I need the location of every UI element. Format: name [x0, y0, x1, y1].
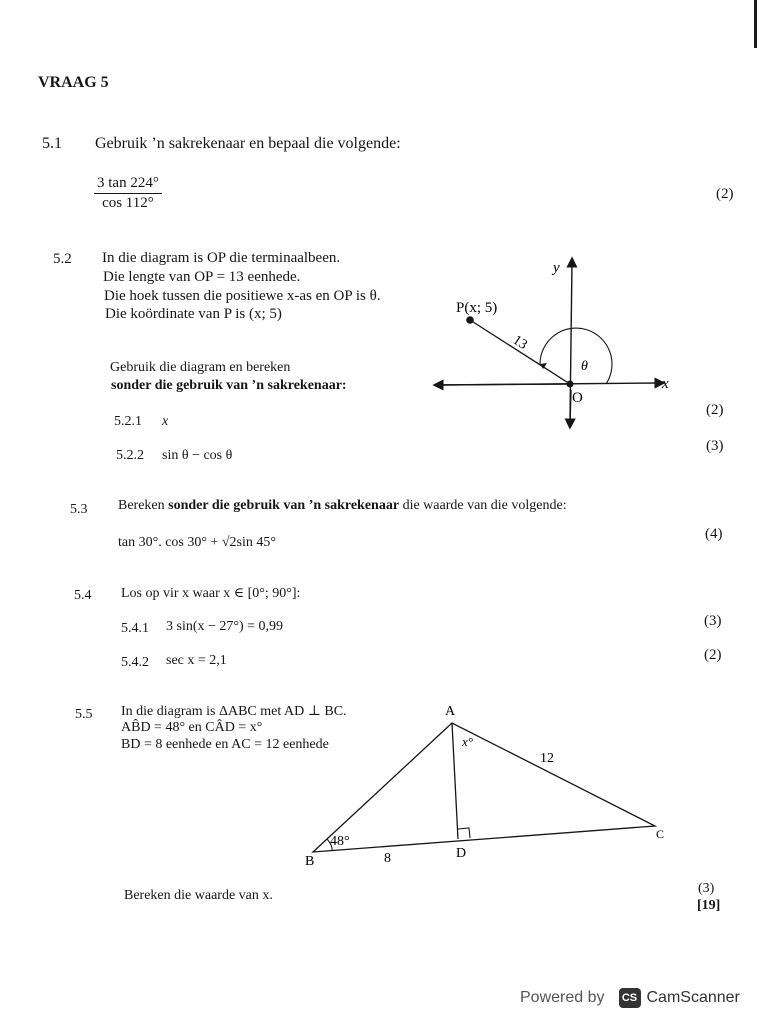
- q52-number: 5.2: [53, 251, 72, 267]
- q54-text: Los op vir x waar x ∈ [0°; 90°]:: [121, 586, 301, 601]
- right-angle-marker: [458, 828, 470, 838]
- q53-text-post: die waarde van die volgende:: [402, 498, 567, 513]
- triangle-abc: [313, 723, 655, 852]
- vertex-b-label: B: [305, 854, 315, 869]
- q55-line-2: AB̂D = 48° en CÂD = x°: [121, 720, 263, 735]
- q522-number: 5.2.2: [116, 448, 144, 463]
- y-axis-label: y: [553, 260, 560, 276]
- q521-expression: x: [162, 414, 169, 429]
- q51-text: Gebruik ’n sakrekenaar en bepaal die volgende:: [95, 135, 401, 152]
- q521-number: 5.2.1: [114, 414, 142, 429]
- q542-marks: (2): [704, 647, 722, 663]
- q52-line-1: In die diagram is OP die terminaalbeen.: [102, 250, 341, 266]
- foot-d-label: D: [456, 846, 467, 861]
- q52-line-2: Die lengte van OP = 13 eenhede.: [103, 269, 301, 285]
- q55-line-1: In die diagram is ΔABC met AD ⊥ BC.: [121, 704, 347, 719]
- camscanner-brand: CamScanner: [646, 989, 740, 1006]
- q53-expression: tan 30°. cos 30° + √2sin 45°: [118, 535, 276, 550]
- question-heading: VRAAG 5: [38, 74, 109, 91]
- q53-text-pre: Bereken: [118, 498, 165, 513]
- point-p-label: P(x; 5): [456, 300, 498, 316]
- altitude-ad: [452, 723, 458, 839]
- length-label-13: 13: [509, 332, 530, 353]
- q52-line-3: Die hoek tussen die positiewe x-as en OP is θ.: [104, 288, 381, 304]
- question-total: [19]: [697, 898, 721, 913]
- q52-instruction: Gebruik die diagram en bereken: [110, 360, 291, 375]
- q55-number: 5.5: [75, 707, 93, 722]
- q542-number: 5.4.2: [121, 655, 149, 670]
- side-bd-label: 8: [384, 851, 391, 866]
- powered-by-text: Powered by: [520, 989, 605, 1006]
- q51-marks: (2): [716, 186, 734, 202]
- q53-marks: (4): [705, 526, 723, 542]
- q53-text-bold: sonder die gebruik van ’n sakrekenaar: [168, 498, 400, 513]
- q541-number: 5.4.1: [121, 621, 149, 636]
- q521-marks: (2): [706, 402, 724, 418]
- q55-question: Bereken die waarde van x.: [124, 888, 273, 903]
- q541-expression: 3 sin(x − 27°) = 0,99: [166, 619, 284, 634]
- q54-number: 5.4: [74, 588, 92, 603]
- q55-line-3: BD = 8 eenhede en AC = 12 eenhede: [121, 737, 329, 752]
- q522-marks: (3): [706, 438, 724, 454]
- q542-expression: sec x = 2,1: [166, 653, 227, 668]
- origin-label: O: [572, 390, 583, 406]
- q53-number: 5.3: [70, 502, 88, 517]
- q52-line-4: Die koördinate van P is (x; 5): [105, 306, 282, 322]
- q51-denominator: cos 112°: [102, 195, 154, 211]
- angle-a-label: x°: [462, 734, 473, 749]
- camscanner-logo-icon: CS: [619, 988, 641, 1008]
- q541-marks: (3): [704, 613, 722, 629]
- q55-marks: (3): [698, 881, 715, 896]
- theta-label: θ: [581, 359, 588, 374]
- q51-numerator: 3 tan 224°: [94, 175, 162, 194]
- vertex-a-label: A: [445, 704, 456, 719]
- side-ac-label: 12: [540, 751, 554, 766]
- q52-instruction-bold: sonder die gebruik van ’n sakrekenaar:: [111, 378, 347, 393]
- camscanner-watermark: [520, 985, 740, 1011]
- x-axis-label: x: [662, 376, 669, 392]
- q51-number: 5.1: [42, 135, 62, 152]
- vertex-c-label: C: [656, 827, 665, 841]
- q522-expression: sin θ − cos θ: [162, 448, 233, 463]
- angle-b-label: 48°: [330, 834, 350, 849]
